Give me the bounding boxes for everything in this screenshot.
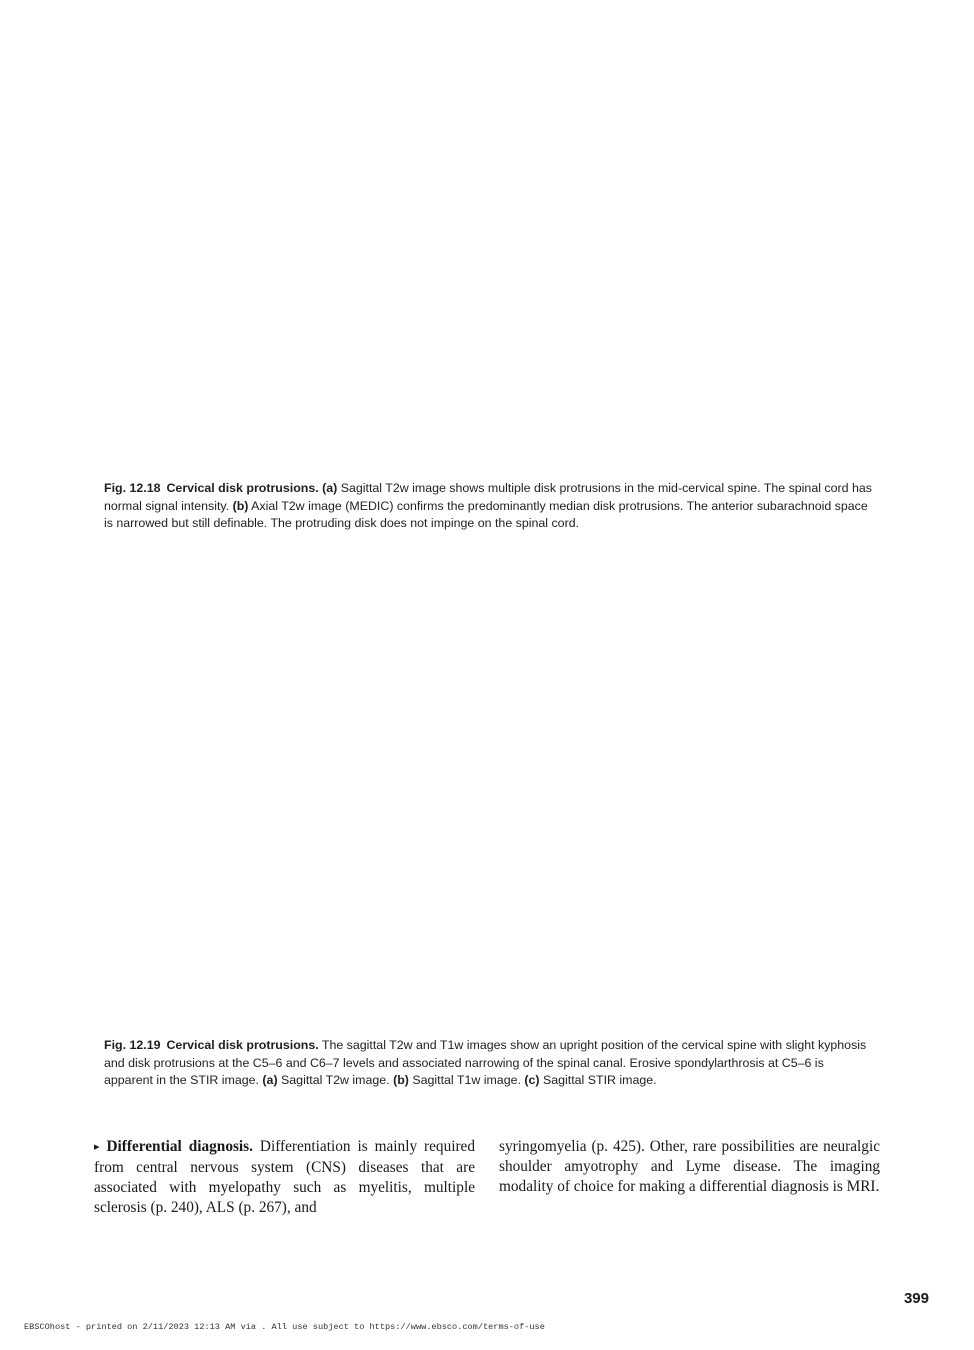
figure-12-19-image-area — [104, 545, 874, 1035]
figure-12-18-image-area — [104, 20, 874, 475]
part-text-a: Sagittal T2w image. — [277, 1073, 394, 1087]
figure-title: Cervical disk protrusions. — [166, 1038, 319, 1052]
print-footer: EBSCOhost - printed on 2/11/2023 12:13 AM via . All use subject to https://www.ebsco.com/terms-of-use — [24, 1322, 545, 1332]
part-tag-a: (a) — [322, 481, 338, 495]
part-text-b: Axial T2w image (MEDIC) confirms the predominantly median disk protrusions. The anterior subarachnoid space is narrowed but still definable. The protruding disk does not impinge on the spinal cord. — [104, 498, 868, 530]
figure-label: Fig. 12.18 — [104, 481, 161, 495]
figure-12-18-caption — [104, 480, 874, 533]
body-column-right — [499, 1137, 880, 1197]
figure-12-19-caption — [104, 1037, 874, 1090]
section-marker-icon: ▸ — [94, 1141, 100, 1153]
body-right-text: syringomyelia (p. 425). Other, rare possibilities are neuralgic shoulder amyotrophy and Lyme disease. The imaging modality of choice for making a differential diagnosis is MRI. — [499, 1138, 880, 1195]
part-text-a: Sagittal T2w image shows multiple disk protrusions in the mid-cervical spine. The spinal cord has normal signal intensity. — [104, 481, 872, 513]
part-tag-c: (c) — [524, 1073, 540, 1087]
body-left-text: Differentiation is mainly required from central nervous system (CNS) diseases that are associated with myelopathy such as myelitis, multiple sclerosis (p. 240), ALS (p. 267), and — [94, 1138, 475, 1216]
part-tag-b: (b) — [232, 498, 249, 513]
figure-title: Cervical disk protrusions. — [166, 481, 319, 495]
part-text-c: Sagittal STIR image. — [539, 1073, 657, 1087]
body-column-left — [94, 1137, 475, 1218]
caption-intro: The sagittal T2w and T1w images show an upright position of the cervical spine with slight kyphosis and disk protrusions at the C5–6 and C6–7 levels and associated narrowing of the spinal canal. Erosive spondylarthrosis at C5–6 is apparent in the STIR image. — [104, 1038, 867, 1087]
figure-label: Fig. 12.19 — [104, 1038, 161, 1052]
page-number: 399 — [903, 1290, 929, 1307]
section-heading: Differential diagnosis. — [106, 1138, 253, 1155]
part-tag-a: (a) — [262, 1073, 278, 1087]
part-text-b: Sagittal T1w image. — [408, 1073, 525, 1087]
part-tag-b: (b) — [393, 1073, 409, 1087]
